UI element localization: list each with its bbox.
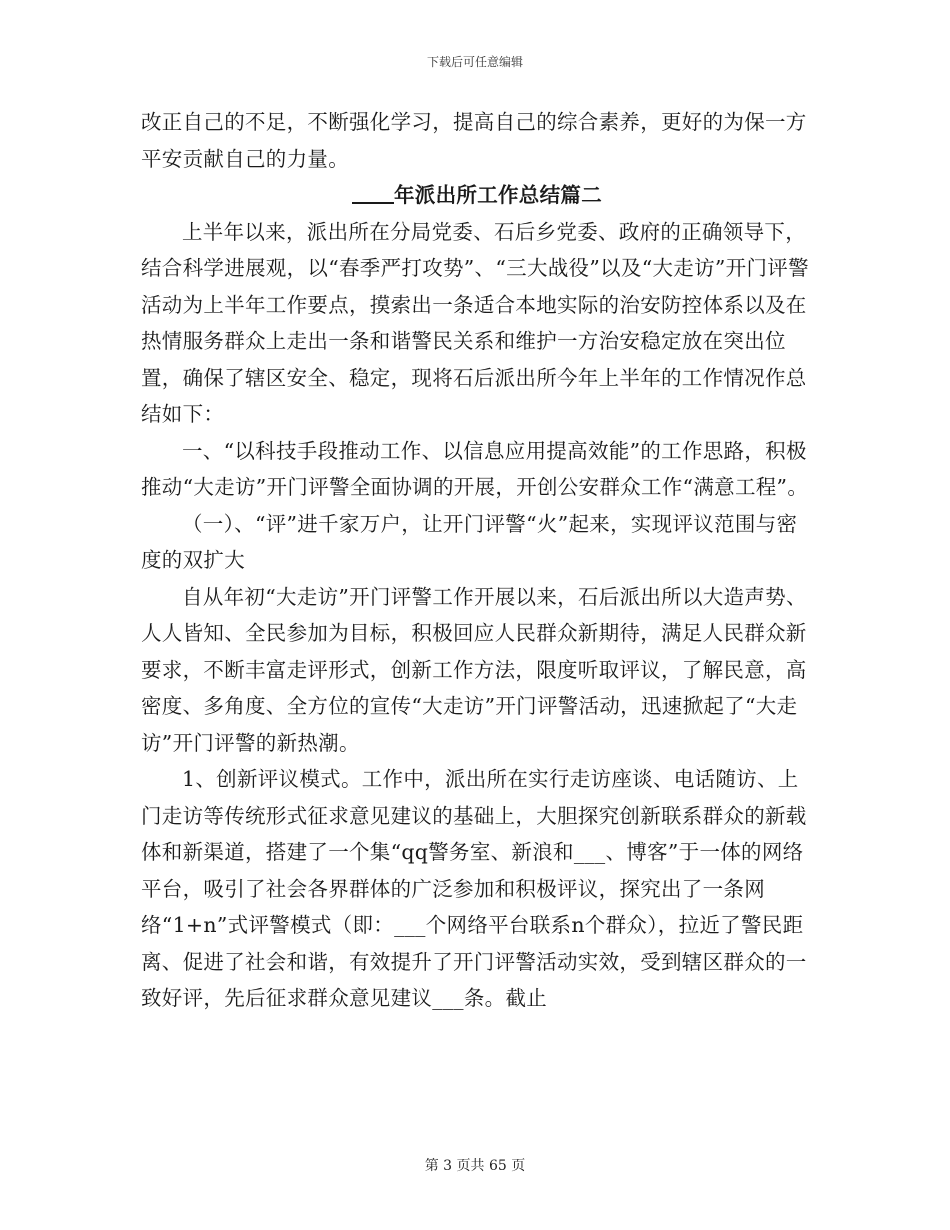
paragraph-4: 自从年初“大走访”开门评警工作开展以来，石后派出所以大造声势、人人皆知、全民参加为目标，积极回应人民群众新期待，满足人民群众新要求，不断丰富走评形式，创新工作方法，限度听取评议，了解民意，高密度、多角度、全方位的宣传“大走访”开门评警活动，迅速掀起了“大走访”开门评警的新热潮。 xyxy=(141,584,807,755)
paragraph-5: 1、创新评议模式。工作中，派出所在实行走访座谈、电话随访、上门走访等传统形式征求意见建议的基础上，大胆探究创新联系群众的新载体和新渠道，搭建了一个集“qq警务室、新浪和___、博客”于一体的网络平台，吸引了社会各界群体的广泛参加和积极评议，探究出了一条网络“1+n”式评警模式（即：___个网络平台联系n个群众），拉近了警民距离、促进了社会和谐，有效提升了开门评警活动实效，受到辖区群众的一致好评，先后征求群众意见建议___条。截止 xyxy=(141,767,807,1010)
paragraph-2: 一、“以科技手段推动工作、以信息应用提高效能”的工作思路，积极推动“大走访”开门评警全面协调的开展，开创公安群众工作“满意工程”。 xyxy=(141,438,809,499)
paragraph-intro-tail: 改正自己的不足，不断强化学习，提高自己的综合素养，更好的为保一方平安贡献自己的力量。 xyxy=(141,110,807,171)
title-blank-line xyxy=(352,182,394,204)
section-title-text: 年派出所工作总结篇二 xyxy=(394,183,602,207)
paragraph-1: 上半年以来，派出所在分局党委、石后乡党委、政府的正确领导下，结合科学进展观，以“春季严打攻势”、“三大战役”以及“大走访”开门评警活动为上半年工作要点，摸索出一条适合本地实际的治安防控体系以及在热情服务群众上走出一条和谐警民关系和维护一方治安稳定放在突出位置，确保了辖区安全、稳定，现将石后派出所今年上半年的工作情况作总结如下： xyxy=(141,219,809,426)
page-header-note: 下载后可任意编辑 xyxy=(426,55,523,69)
section-title xyxy=(141,177,813,214)
paragraph-3: （一）、“评”进千家万户，让开门评警“火”起来，实现评议范围与密度的双扩大 xyxy=(141,511,798,572)
document-body xyxy=(141,104,813,1017)
page-number: 第 3 页共 65 页 xyxy=(424,1158,526,1174)
